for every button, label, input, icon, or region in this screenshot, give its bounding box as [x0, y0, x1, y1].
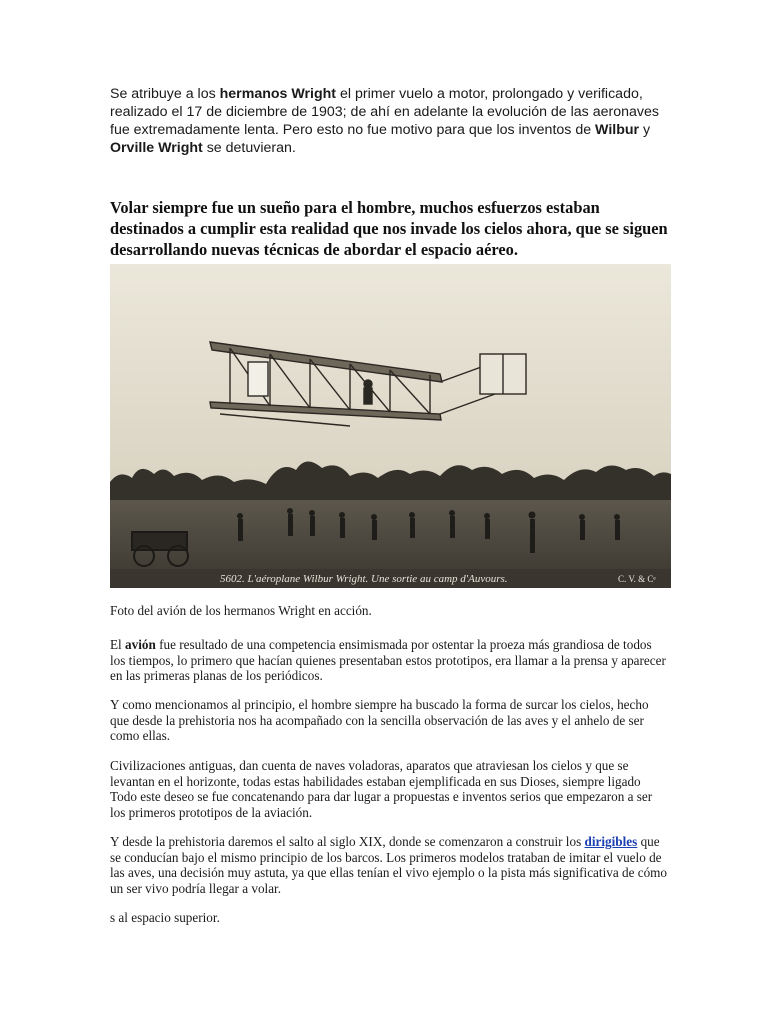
- intro-text-3: y: [639, 122, 651, 138]
- p4-text-2: que se conducían bajo el mismo principio de los barcos. Los primeros modelos trataban de imitar el vuelo de las aves, una decisión muy astuta, ya que ellas tenían el vivo ejemplo o la pista más significativa de cómo un ser vivo podría llegar a volar.: [110, 834, 668, 896]
- paragraph-espacio-superior: s al espacio superior.: [110, 910, 220, 925]
- photo-caption-left: 5602. L'aéroplane Wilbur Wright. Une sortie au camp d'Auvours.: [220, 573, 508, 585]
- paragraph-civilizaciones: Civilizaciones antiguas, dan cuenta de naves voladoras, aparatos que atraviesan los cielos y que se levantan en el horizonte, todas estas habilidades estaban ejemplificada en sus Dioses, siempre ligado Todo este deseo se fue concatenando para dar lugar a propuestas e inventos serios que empezaron a ser los primeros prototipos de la aviación.: [110, 758, 653, 820]
- p4-text-1: Y desde la prehistoria daremos el salto al siglo XIX, donde se comenzaron a construir los: [110, 834, 585, 849]
- headline: Volar siempre fue un sueño para el hombre, muchos esfuerzos estaban destinados a cumplir esta realidad que nos invade los cielos ahora, que se siguen desarrollando nuevas técnicas de abordar el espacio aéreo.: [110, 198, 668, 259]
- paragraph-avion: [110, 637, 670, 684]
- wright-airplane-photo: [110, 264, 671, 588]
- photo-caption: Foto del avión de los hermanos Wright en acción.: [110, 603, 372, 618]
- intro-bold-wilbur: Wilbur: [595, 122, 640, 138]
- link-dirigibles[interactable]: dirigibles: [584, 834, 638, 849]
- paragraph-prehistoria: [110, 834, 670, 896]
- intro-bold-orville-wright: Orville Wright: [110, 140, 203, 156]
- intro-text-4: se detuvieran.: [202, 140, 296, 156]
- intro-paragraph: [110, 85, 670, 157]
- p1-bold-avion: avión: [125, 637, 156, 652]
- airplane-photo-illustration: [110, 264, 671, 588]
- intro-bold-hermanos-wright: hermanos Wright: [219, 86, 337, 102]
- p1-text-1: El: [110, 637, 126, 652]
- p1-text-2: fue resultado de una competencia ensimismada por ostentar la proeza más grandiosa de todos los tiempos, lo primero que hacían quienes presentaban estos prototipos, era llamar a la prensa y aparecer en las primeras planas de los periódicos.: [110, 637, 666, 683]
- intro-text-1: Se atribuye a los: [110, 86, 220, 102]
- paragraph-hombre: Y como mencionamos al principio, el hombre siempre ha buscado la forma de surcar los cielos, hecho que desde la prehistoria nos ha acompañado con la sencilla observación de las aves y el anhelo de ser como ellas.: [110, 697, 649, 743]
- intro-text-2: el primer vuelo a motor, prolongado y verificado, realizado el 17 de diciembre de 1903; de ahí en adelante la evolución de las aeronaves fue extremadamente lenta. Pero esto no fue motivo para que los inventos de: [110, 86, 659, 138]
- photo-caption-right: C. V. & Cᵉ: [618, 574, 656, 584]
